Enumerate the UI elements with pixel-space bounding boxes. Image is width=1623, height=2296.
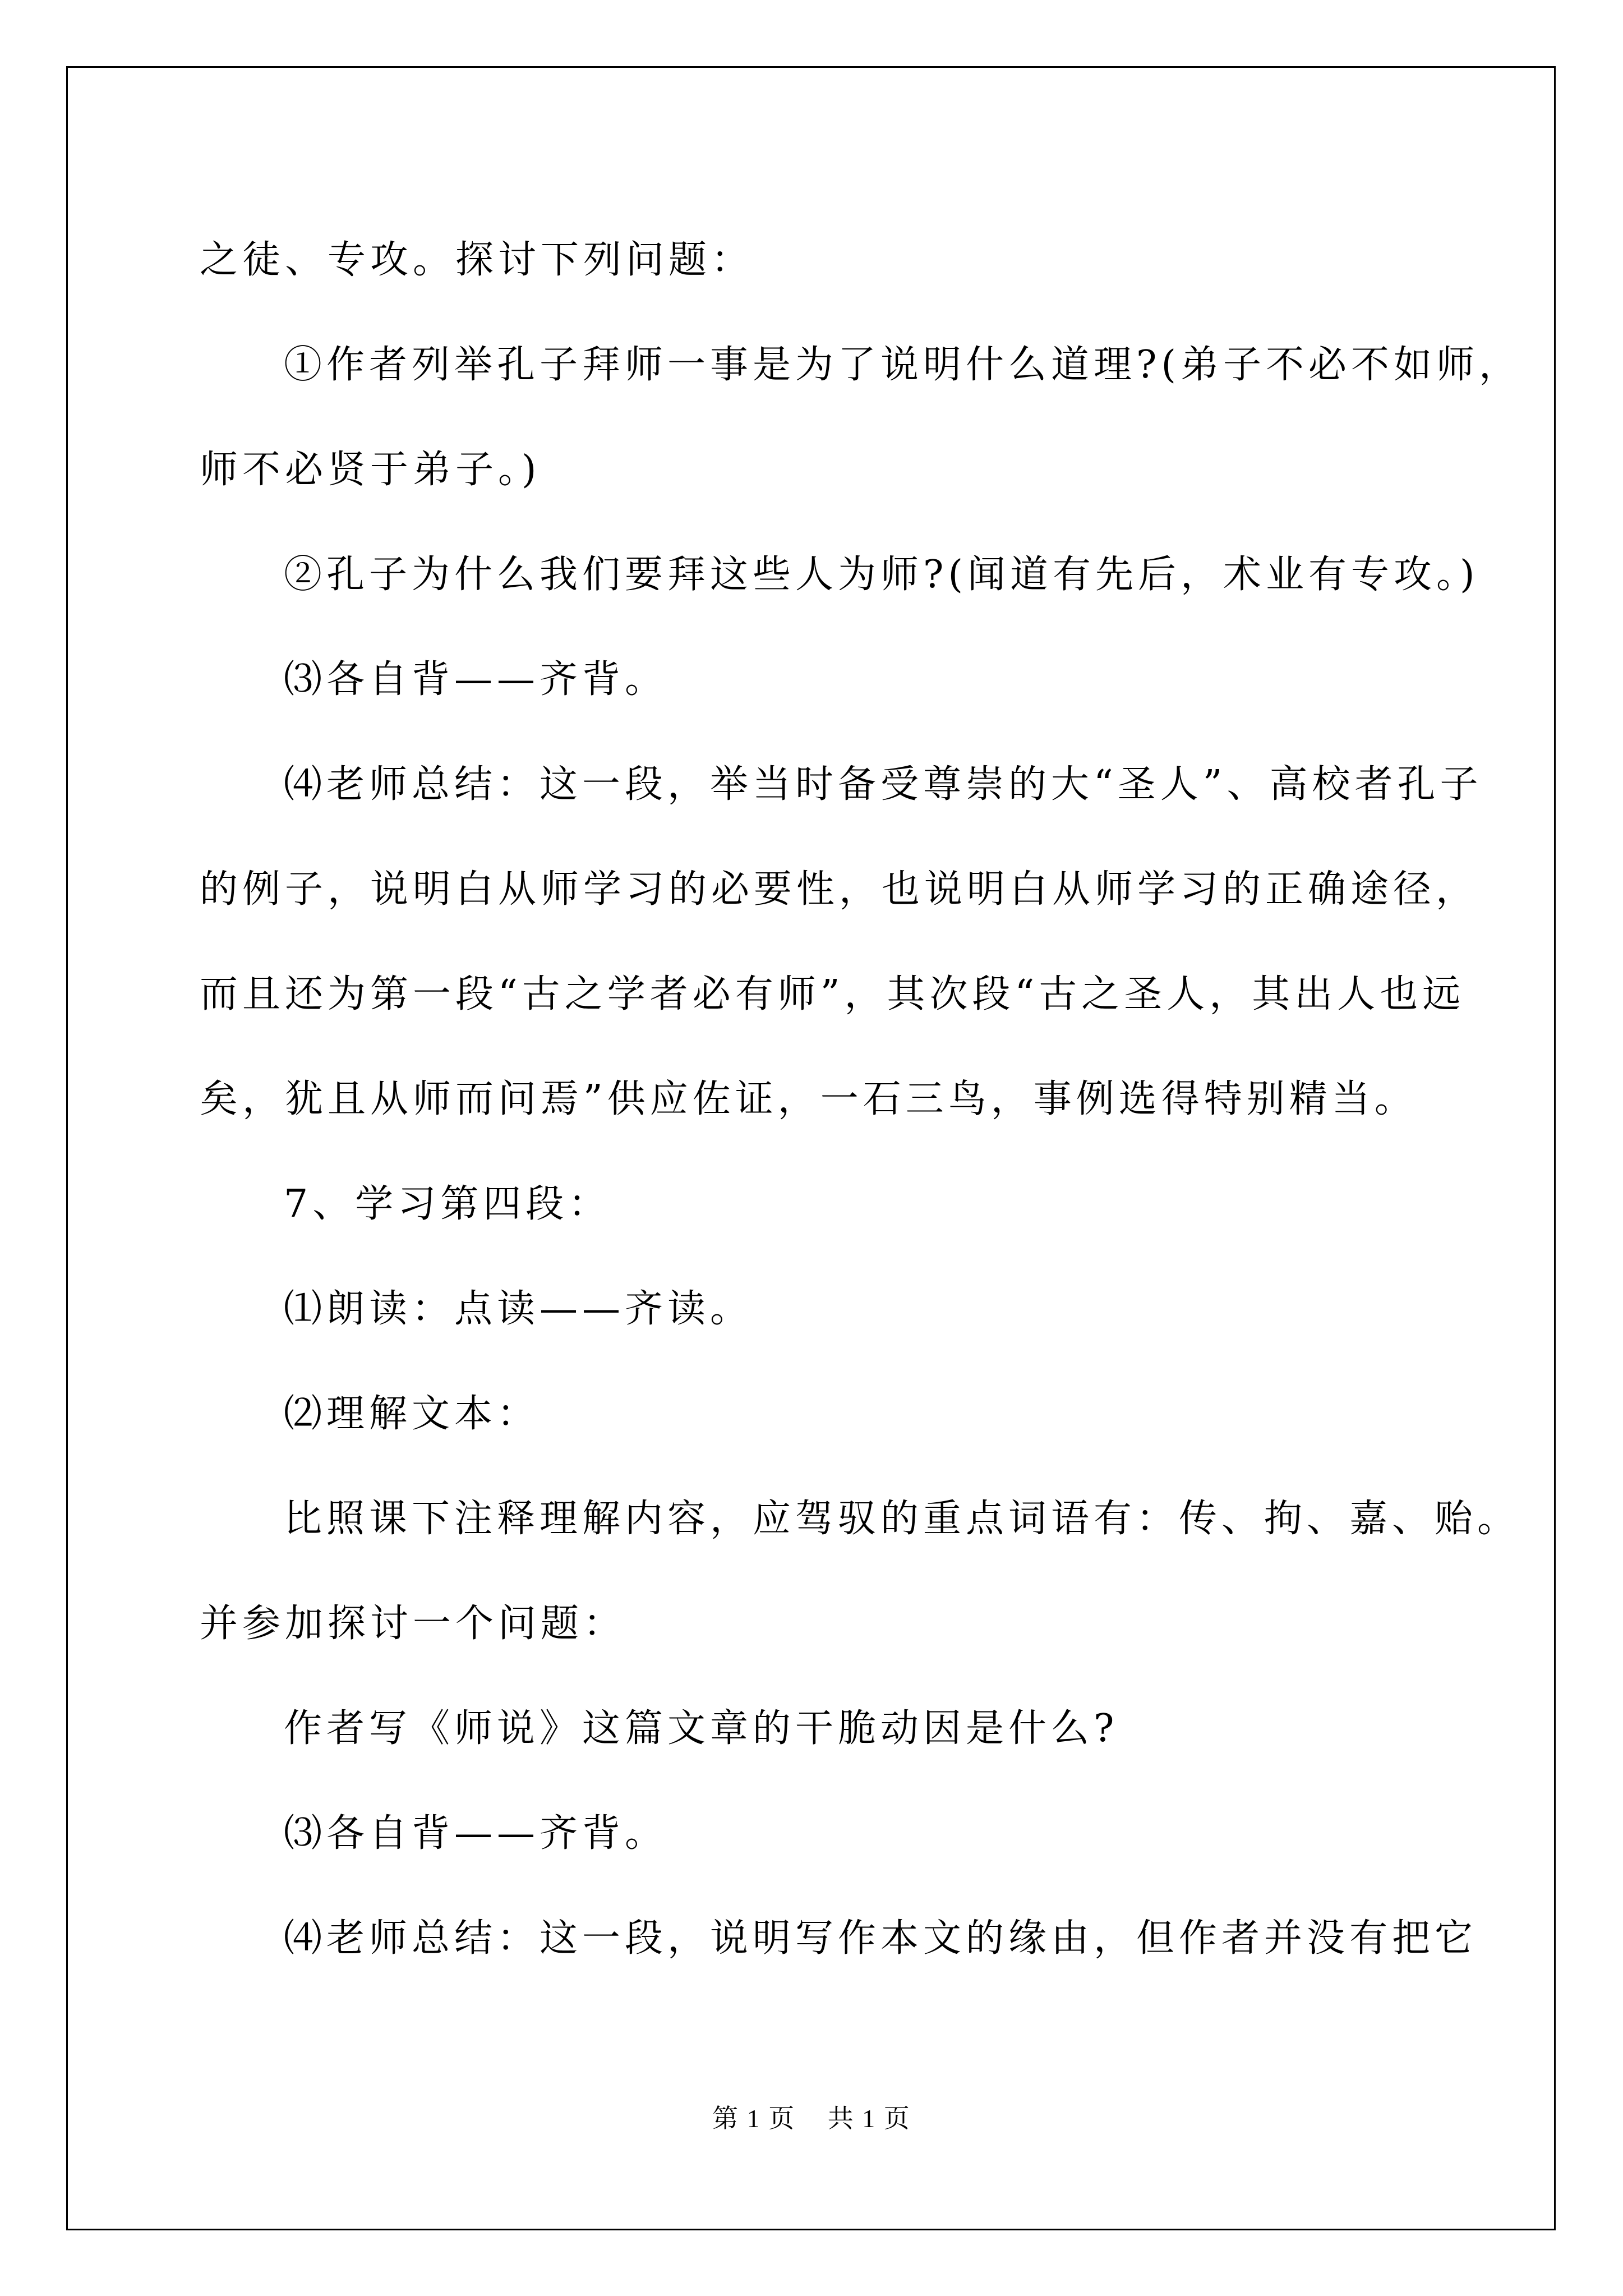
document-body bbox=[200, 208, 1521, 1991]
page-number: 第 1 页 bbox=[712, 2104, 796, 2133]
paragraph-line-17: ⑷老师总结：这一段，说明写作本文的缘由，但作者并没有把它 bbox=[284, 1916, 1478, 1961]
paragraph-line-3: 师不必贤于弟子。) bbox=[200, 448, 541, 492]
section-heading: 7、学习第四段： bbox=[284, 1182, 611, 1226]
paragraph-line-4: ②孔子为什么我们要拜这些人为师?(闻道有先后，术业有专攻。) bbox=[284, 553, 1479, 597]
paragraph-line-14: 并参加探讨一个问题： bbox=[200, 1602, 626, 1646]
paragraph-line-11: ⑴朗读：点读——齐读。 bbox=[284, 1287, 753, 1331]
paragraph-line-8: 而且还为第一段“古之学者必有师”，其次段“古之圣人，其出人也远 bbox=[200, 972, 1465, 1016]
paragraph-line-15: 作者写《师说》这篇文章的干脆动因是什么? bbox=[284, 1706, 1119, 1751]
paragraph-line-1: 之徒、专攻。探讨下列问题： bbox=[200, 238, 754, 282]
paragraph-line-5: ⑶各自背——齐背。 bbox=[284, 657, 668, 702]
paragraph-line-2: ①作者列举孔子拜师一事是为了说明什么道理?(弟子不必不如师， bbox=[284, 343, 1521, 387]
paragraph-line-16: ⑶各自背——齐背。 bbox=[284, 1811, 668, 1856]
paragraph-line-6: ⑷老师总结：这一段，举当时备受尊崇的大“圣人”、高校者孔子 bbox=[284, 762, 1483, 807]
paragraph-line-9: 矣，犹且从师而问焉”供应佐证，一石三鸟，事例选得特别精当。 bbox=[200, 1077, 1417, 1121]
page-total: 共 1 页 bbox=[827, 2104, 911, 2133]
page-footer bbox=[0, 2098, 1623, 2135]
paragraph-line-7: 的例子，说明白从师学习的必要性，也说明白从师学习的正确途径， bbox=[200, 867, 1479, 912]
paragraph-line-13: 比照课下注释理解内容，应驾驭的重点词语有：传、拘、嘉、贻。 bbox=[284, 1497, 1520, 1541]
paragraph-line-12: ⑵理解文本： bbox=[284, 1392, 540, 1436]
